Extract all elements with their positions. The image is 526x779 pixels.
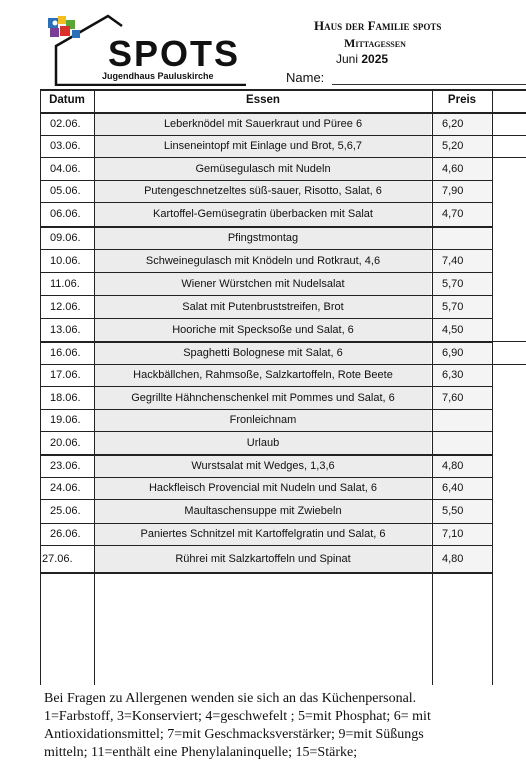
- name-input-line[interactable]: [332, 84, 526, 85]
- row-meal: Kartoffel-Gemüsegratin überbacken mit Salat: [153, 208, 373, 220]
- row-price: 4,70: [442, 208, 464, 220]
- row-price: 7,60: [442, 391, 464, 404]
- row-meal: Putengeschnetzeltes süß-sauer, Risotto, Salat, 6: [144, 185, 382, 197]
- row-price: 5,70: [442, 277, 464, 290]
- row-date: 13.06.: [50, 323, 81, 336]
- table-data-bottom-border: [40, 572, 492, 574]
- order-box[interactable]: [493, 364, 526, 386]
- order-box[interactable]: [493, 523, 526, 545]
- row-meal: Hackbällchen, Rahmsoße, Salzkartoffeln, Rote Beete: [133, 369, 393, 381]
- row-date: 10.06.: [50, 254, 81, 267]
- allergen-legend-line-2: Antioxidationsmittel; 7=mit Geschmacksverstärker; 9=mit Süßungs: [44, 727, 424, 742]
- table-row: [40, 341, 492, 364]
- row-date: 27.06.: [42, 552, 73, 565]
- order-column-tick: [492, 364, 526, 365]
- table-row: [40, 499, 492, 523]
- table-row: [40, 202, 492, 226]
- table-row: [40, 318, 492, 341]
- column-header-price: Preis: [447, 94, 477, 106]
- order-column-tick: [492, 157, 526, 158]
- order-box[interactable]: [493, 454, 526, 477]
- table-top-border: [40, 89, 526, 91]
- row-date: 04.06.: [50, 162, 81, 175]
- row-date: 12.06.: [50, 300, 81, 313]
- row-meal: Leberknödel mit Sauerkraut und Püree 6: [163, 118, 363, 130]
- table-row: [40, 477, 492, 499]
- row-price: 6,40: [442, 482, 464, 494]
- row-date: 02.06.: [50, 118, 81, 130]
- year-label: 2025: [361, 52, 389, 66]
- row-meal: Maultaschensuppe mit Zwiebeln: [184, 505, 342, 517]
- order-box[interactable]: [493, 202, 526, 226]
- order-box[interactable]: [493, 135, 526, 157]
- row-price: 7,90: [442, 185, 464, 197]
- row-price: 4,80: [442, 552, 464, 565]
- order-box[interactable]: [493, 157, 526, 180]
- row-price: 6,90: [442, 346, 464, 359]
- row-price: 7,40: [442, 254, 464, 267]
- order-box[interactable]: [493, 386, 526, 409]
- logo-subtitle: Jugendhaus Pauluskirche: [102, 71, 214, 81]
- table-row: [40, 364, 492, 386]
- order-box[interactable]: [493, 499, 526, 523]
- row-date: 11.06.: [50, 277, 80, 290]
- row-date: 03.06.: [50, 140, 81, 152]
- table-row: [40, 523, 492, 545]
- row-date: 05.06.: [50, 185, 81, 197]
- logo-wordmark: SPOTS: [108, 33, 241, 74]
- order-box[interactable]: [493, 545, 526, 572]
- table-row: [40, 113, 492, 135]
- allergen-note: Bei Fragen zu Allergenen wenden sie sich an das Küchenpersonal.: [44, 691, 417, 706]
- row-meal: Hackfleisch Provencial mit Nudeln und Salat, 6: [148, 482, 378, 494]
- row-meal: Spaghetti Bolognese mit Salat, 6: [183, 346, 343, 359]
- row-price: 5,50: [442, 505, 464, 517]
- order-box[interactable]: [493, 249, 526, 272]
- row-price: 4,60: [442, 162, 464, 175]
- row-date: 20.06.: [50, 436, 81, 449]
- row-meal: Urlaub: [246, 436, 280, 449]
- column-header-meal: Essen: [246, 94, 280, 106]
- table-row: [40, 454, 492, 477]
- row-meal: Wiener Würstchen mit Nudelsalat: [181, 277, 345, 290]
- table-row: [40, 409, 492, 431]
- row-price: 6,20: [442, 118, 464, 130]
- row-meal: Gegrillte Hähnchenschenkel mit Pommes und Salat, 6: [131, 391, 395, 404]
- allergen-legend-line-3: mitteln; 11=enthält eine Phenylalaninquelle; 15=Stärke;: [44, 745, 358, 760]
- spots-mark-icon: [46, 14, 86, 44]
- table-row: [40, 545, 492, 572]
- order-box[interactable]: [493, 409, 526, 431]
- row-meal: Hooriche mit Specksoße und Salat, 6: [172, 323, 354, 336]
- table-row: [40, 249, 492, 272]
- order-box[interactable]: [493, 477, 526, 499]
- row-price: 5,70: [442, 300, 464, 313]
- row-date: 24.06.: [50, 482, 81, 494]
- order-box[interactable]: [493, 431, 526, 454]
- table-row: [40, 431, 492, 454]
- allergen-legend-line-1: 1=Farbstoff, 3=Konserviert; 4=geschwefelt ; 5=mit Phosphat; 6= mit: [44, 709, 431, 724]
- row-price: 7,10: [442, 528, 464, 540]
- table-row: [40, 386, 492, 409]
- header-month: [336, 52, 388, 66]
- row-date: 06.06.: [50, 208, 81, 220]
- row-meal: Linseneintopf mit Einlage und Brot, 5,6,7: [163, 140, 363, 152]
- order-box[interactable]: [493, 272, 526, 295]
- table-row: [40, 180, 492, 202]
- row-meal: Gemüsegulasch mit Nudeln: [195, 162, 331, 175]
- row-price: 5,20: [442, 140, 464, 152]
- table-row: [40, 226, 492, 249]
- row-date: 16.06.: [50, 346, 81, 359]
- row-meal: Fronleichnam: [229, 414, 297, 426]
- order-column-tick: [492, 341, 526, 342]
- order-box[interactable]: [493, 180, 526, 202]
- row-date: 26.06.: [50, 528, 81, 540]
- header-title: Haus der Familie spots: [314, 18, 442, 33]
- row-meal: Pfingstmontag: [227, 231, 299, 244]
- row-meal: Schweinegulasch mit Knödeln und Rotkraut, 4,6: [145, 254, 381, 267]
- table-row: [40, 295, 492, 318]
- row-meal: Wurstsalat mit Wedges, 1,3,6: [191, 459, 335, 472]
- row-meal: Salat mit Putenbruststreifen, Brot: [182, 300, 344, 313]
- table-row: [40, 135, 492, 157]
- table-row: [40, 157, 492, 180]
- spots-logo: [46, 14, 251, 86]
- order-box[interactable]: [493, 295, 526, 318]
- row-price: 4,50: [442, 323, 464, 336]
- row-price: 6,30: [442, 369, 464, 381]
- order-column-tick: [492, 135, 526, 136]
- order-box[interactable]: [493, 341, 526, 364]
- order-box[interactable]: [493, 113, 526, 135]
- row-price: 4,80: [442, 459, 464, 472]
- order-box[interactable]: [493, 318, 526, 341]
- row-date: 17.06.: [50, 369, 81, 381]
- row-date: 09.06.: [50, 231, 81, 244]
- row-date: 18.06.: [50, 391, 81, 404]
- row-date: 19.06.: [50, 414, 81, 426]
- row-date: 25.06.: [50, 505, 81, 517]
- row-meal: Rührei mit Salzkartoffeln und Spinat: [175, 552, 351, 565]
- header-subtitle: Mittagessen: [344, 36, 406, 50]
- month-label: Juni: [336, 52, 359, 66]
- table-row: [40, 272, 492, 295]
- row-date: 23.06.: [50, 459, 81, 472]
- row-meal: Paniertes Schnitzel mit Kartoffelgratin und Salat, 6: [140, 528, 386, 540]
- order-box[interactable]: [493, 226, 526, 249]
- name-label: Name:: [286, 70, 325, 85]
- column-header-date: Datum: [49, 94, 85, 106]
